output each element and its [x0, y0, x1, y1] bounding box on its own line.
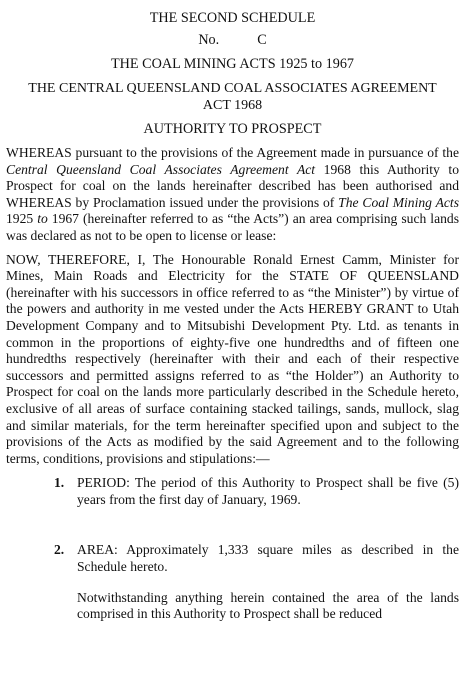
whereas-act-title: Central Queensland Coal Associates Agreement Act	[6, 161, 316, 177]
agreement-act-heading	[6, 80, 459, 114]
whereas-text-4: 1967 (hereinafter referred to as “the Acts”) an area comprising such lands was declared as not to be open to license or lease:	[6, 211, 459, 243]
whereas-text-1: WHEREAS pursuant to the provisions of the Agreement made in pursuance of the	[6, 145, 459, 160]
agreement-act-heading-line1: THE CENTRAL QUEENSLAND COAL ASSOCIATES AGREEMENT	[28, 81, 437, 96]
acts-heading: THE COAL MINING ACTS 1925 to 1967	[110, 56, 355, 72]
whereas-paragraph	[6, 145, 459, 245]
clause-period	[54, 475, 459, 508]
schedule-heading: THE SECOND SCHEDULE	[149, 10, 316, 26]
clause-area	[54, 542, 459, 575]
whereas-text-3: 1925	[6, 211, 38, 227]
grant-paragraph: NOW, THEREFORE, I, The Honourable Ronald Ernest Camm, Minister for Mines, Main Roads and Electricity for the STATE OF QUEENSLAND (hereinafter with his successors in office referred to as “the Minister”) by virtue of the powers and authority in me vested under the Acts HEREBY GRANT to Utah Development Company and to Mitsubishi Development Pty. Ltd. as tenants in common in the proportions of eighty-five one hundredths and of fifteen one hundredths respectively (hereinafter with their and each of their respective successors and permitted assigns referred to as “the Holder”) an Authority to Prospect for coal on the lands more particularly described in the Schedule hereto, exclusive of all areas of surface containing stacked tailings, sands, mullock, slag and similar materials, for the term hereinafter specified upon and subject to the provisions of the Acts as modified by the said Agreement and to the following terms, conditions, provisions and stipulations:—	[6, 251, 459, 466]
number-label: No.	[198, 32, 220, 48]
number-value: C	[257, 32, 267, 48]
clause-number: 1.	[54, 475, 65, 491]
whereas-to-italic: to	[37, 211, 48, 227]
schedule-number	[6, 32, 459, 49]
document-title: AUTHORITY TO PROSPECT	[143, 121, 322, 137]
whereas-text-2: 1968 this Authority to Prospect for coal on the lands hereinafter described has been authorised and WHEREAS by Proclamation issued under the provisions of	[6, 161, 460, 210]
whereas-acts-title: The Coal Mining Acts	[338, 194, 459, 210]
agreement-act-heading-line2: ACT 1968	[202, 98, 263, 113]
clause-text: PERIOD: The period of this Authority to Prospect shall be five (5) years from the first day of January, 1969.	[77, 475, 459, 507]
clause-number: 2.	[54, 542, 65, 558]
clause-text: AREA: Approximately 1,333 square miles as described in the Schedule hereto.	[77, 542, 459, 575]
clause-area-continuation: Notwithstanding anything herein contained the area of the lands comprised in this Authority to Prospect shall be reduced	[77, 589, 459, 622]
